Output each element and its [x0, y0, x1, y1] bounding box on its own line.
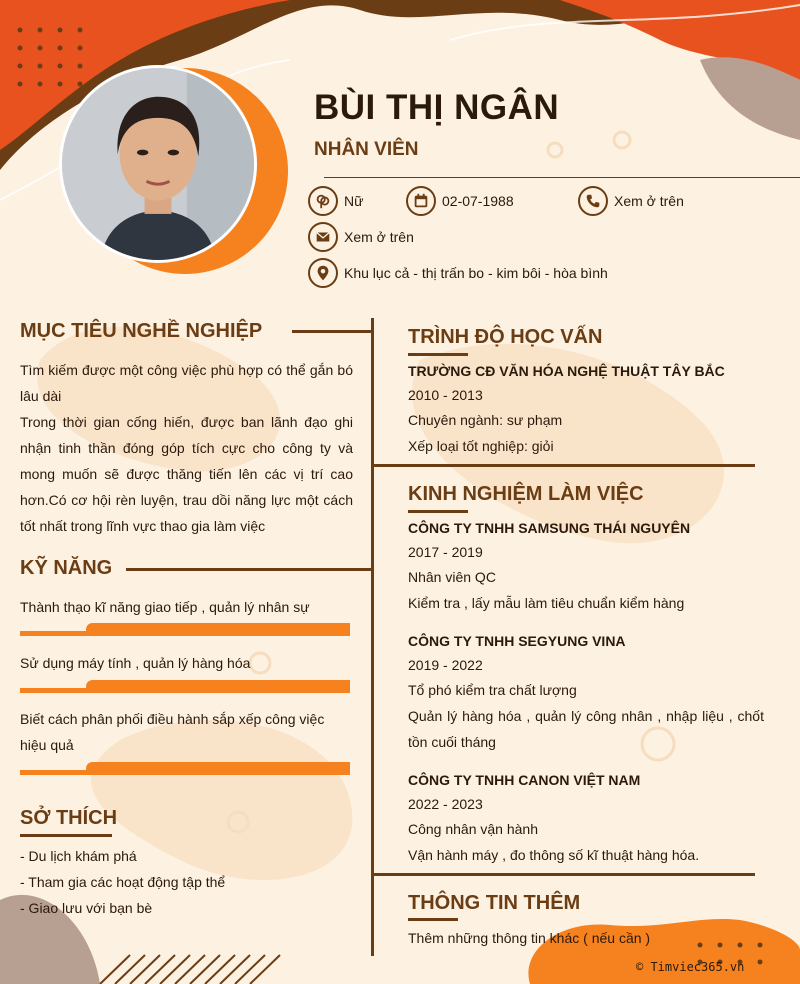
job-period-2: 2019 - 2022 [408, 657, 483, 673]
copyright-watermark: © Timviec365.vn [636, 960, 745, 974]
objective-text-2: Trong thời gian cống hiến, được ban lãnh đạo ghi nhận tinh thần đóng góp tích cực cho công ty và mong muốn sẽ được thăng tiến lên các vị trí cao hơn.Có cơ hội rèn luyện, trau dồi năng lực một cách tốt nhất trong lĩnh vực thao gia làm việc [20, 414, 353, 534]
mail-icon [308, 222, 338, 252]
skill-bar-level [86, 762, 350, 775]
skills-title: KỸ NĂNG [20, 557, 113, 579]
objective-title: MỤC TIÊU NGHỀ NGHIỆP [20, 320, 263, 342]
skill-bar-2 [20, 680, 350, 693]
email-value: Xem ở trên [344, 229, 414, 245]
education-divider [372, 464, 755, 467]
gender-icon [308, 186, 338, 216]
education-period: 2010 - 2013 [408, 387, 483, 403]
candidate-name: BÙI THỊ NGÂN [314, 88, 560, 127]
hobby-item-1: - Du lịch khám phá [20, 848, 137, 864]
location-pin-icon [308, 258, 338, 288]
contact-address [308, 258, 608, 288]
phone-value: Xem ở trên [614, 193, 684, 209]
education-title: TRÌNH ĐỘ HỌC VẤN [408, 326, 603, 348]
candidate-role: NHÂN VIÊN [314, 139, 419, 160]
skill-label-3: Biết cách phân phối điều hành sắp xếp công việc hiệu quả [20, 711, 325, 753]
gender-value: Nữ [344, 193, 364, 209]
skill-bar-level [86, 680, 350, 693]
school-name: TRƯỜNG CĐ VĂN HÓA NGHỆ THUẬT TÂY BẮC [408, 363, 725, 379]
extra-info-text: Thêm những thông tin khác ( nếu cần ) [408, 930, 651, 946]
job-company-2: CÔNG TY TNHH SEGYUNG VINA [408, 633, 626, 649]
job-company-1: CÔNG TY TNHH SAMSUNG THÁI NGUYÊN [408, 520, 691, 536]
job-period-1: 2017 - 2019 [408, 544, 483, 560]
skill-label-2: Sử dụng máy tính , quản lý hàng hóa [20, 655, 251, 671]
hobbies-title: SỞ THÍCH [20, 807, 118, 829]
contact-email [308, 222, 414, 252]
portrait-photo [62, 68, 254, 260]
contact-gender [308, 186, 363, 216]
hobbies-title-rule [20, 834, 112, 837]
calendar-icon [406, 186, 436, 216]
address-value: Khu lục cả - thị trấn bo - kim bôi - hòa bình [344, 265, 608, 281]
education-grade: Xếp loại tốt nghiệp: giỏi [408, 438, 554, 454]
objective-title-rule [292, 330, 372, 333]
job-position-2: Tổ phó kiểm tra chất lượng [408, 682, 577, 698]
skill-label-1: Thành thạo kĩ năng giao tiếp , quản lý nhân sự [20, 599, 310, 615]
skill-bar-3 [20, 762, 350, 775]
hobby-item-3: - Giao lưu với bạn bè [20, 900, 153, 916]
experience-title-rule [408, 510, 468, 513]
education-title-rule [408, 353, 468, 356]
skills-title-rule [126, 568, 372, 571]
header-divider [324, 177, 800, 178]
contact-birthday [406, 186, 514, 216]
job-company-3: CÔNG TY TNHH CANON VIỆT NAM [408, 772, 641, 788]
skill-bar-level [86, 623, 350, 636]
experience-title: KINH NGHIỆM LÀM VIỆC [408, 483, 644, 505]
job-position-1: Nhân viên QC [408, 569, 496, 585]
job-desc-1: Kiểm tra , lấy mẫu làm tiêu chuẩn kiểm hàng [408, 595, 685, 611]
objective-text-1: Tìm kiếm được một công việc phù hợp có thể gắn bó lâu dài [20, 362, 353, 404]
hobby-item-2: - Tham gia các hoạt động tập thể [20, 874, 226, 890]
extra-info-title: THÔNG TIN THÊM [408, 892, 581, 914]
contact-phone [578, 186, 684, 216]
job-desc-2: Quản lý hàng hóa , quản lý công nhân , nhập liệu , chốt tồn cuối tháng [408, 708, 764, 750]
experience-divider [372, 873, 755, 876]
avatar [59, 65, 257, 263]
skill-bar-1 [20, 623, 350, 636]
job-desc-3: Vận hành máy , đo thông số kĩ thuật hàng hóa. [408, 847, 700, 863]
column-divider [371, 318, 374, 956]
extra-info-title-rule [408, 918, 458, 921]
avatar-frame [52, 58, 292, 278]
education-major: Chuyên ngành: sư phạm [408, 412, 563, 428]
job-position-3: Công nhân vận hành [408, 821, 538, 837]
birthday-value: 02-07-1988 [442, 193, 514, 209]
job-period-3: 2022 - 2023 [408, 796, 483, 812]
phone-icon [578, 186, 608, 216]
